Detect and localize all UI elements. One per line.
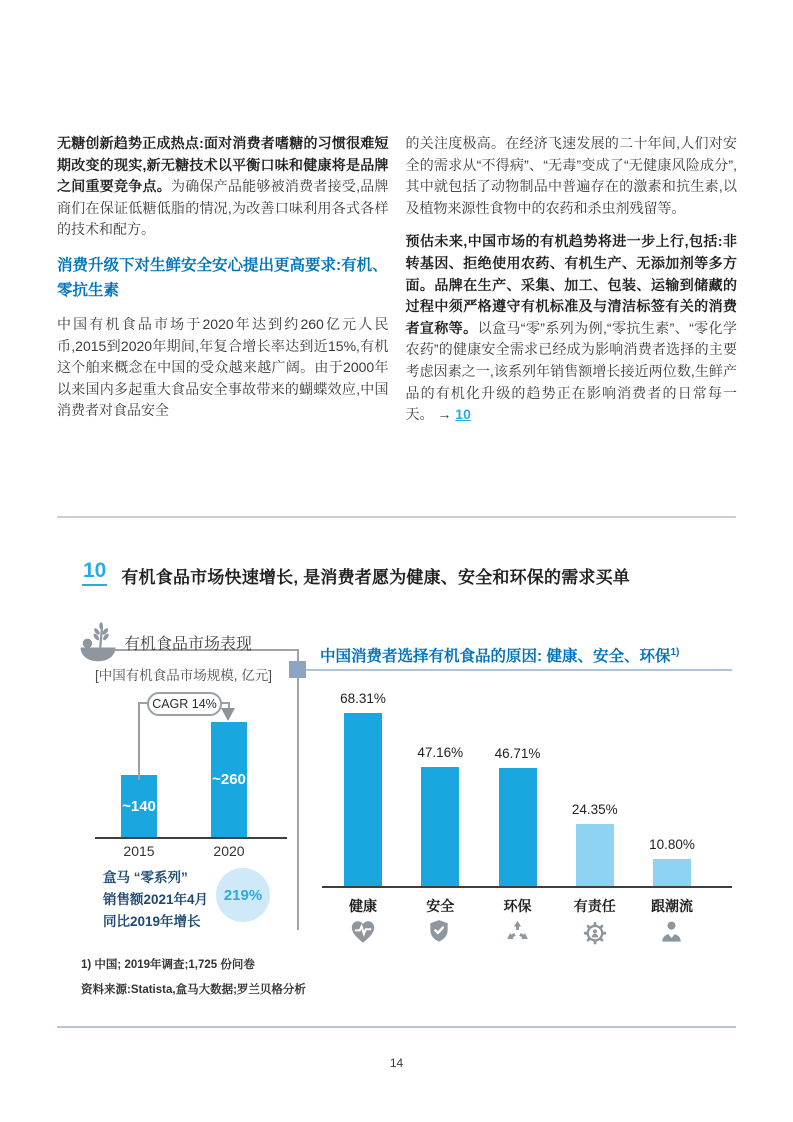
page-number: 14 [389,1056,404,1070]
axis-tick-label: 跟潮流 [651,898,693,914]
axis-tick-label: 2015 [123,843,155,859]
bar-value-label: ~140 [122,797,156,815]
reason-bar [499,768,537,886]
axis-tick-label: 2020 [213,843,245,859]
axis-tick-label: 有责任 [573,898,616,914]
article-text [57,133,737,438]
reason-bar [344,713,382,886]
wheat-bowl-icon [76,618,120,666]
axis-tick-label: 安全 [426,898,455,914]
reasons-title-underline [306,669,732,671]
axis-tick-label: 健康 [349,898,377,914]
article-column-right [406,133,738,438]
heart-pulse-icon [349,918,377,946]
reason-bar [576,824,614,886]
gear-person-icon [581,918,609,946]
section-header [82,560,630,588]
paragraph-body: 以盒马“零”系列为例,“零抗生素”、“零化学农药”的健康安全需求已经成为影响消费者选择的主要考虑因素之一,该系列年销售额增长接近两位数,生鲜产品的有机化升级的趋势正在影响消费者的日常每一天。 [405,319,737,423]
market-bar [121,775,157,837]
section-title: 有机食品市场快速增长, 是消费者愿为健康、安全和环保的需求买单 [121,568,631,587]
paragraph-safety-awareness: 的关注度极高。在经济飞速发展的二十年间,人们对安全的需求从“不得病”、“无毒”变成了“无健康风险成分”,其中就包括了动物制品中普遍存在的激素和抗生素,以及植物来源性食物中的农药和杀虫剂残留等。 [405,135,737,216]
paragraph-lead-bold: 预估未来,中国市场的有机趋势将进一步上行,包括:非转基因、拒绝使用农药、有机生产、无添加剂等多方面。品牌在生产、采集、加工、包装、运输到储藏的过程中须严格遵守有机标准及与清洁标签有关的消费者宣称等。 [405,233,737,336]
bar-value-label: 47.16% [417,745,464,760]
reason-bar [653,859,691,886]
person-icon [658,918,686,946]
axis-tick-label: 环保 [503,898,532,914]
market-chart-subtitle: [中国有机食品市场规模, 亿元] [95,668,273,683]
hema-caption-line: 销售额2021年4月 [103,892,209,907]
paragraph-body: 为确保产品能够被消费者接受,品牌商们在保证低糖低脂的情况,为改善口味利用各式各样的技术和配方。 [57,178,389,238]
reasons-plot [322,690,732,914]
bar-value-label: 46.71% [494,746,541,761]
section-number-link[interactable]: 10 [82,560,107,586]
paragraph-lead-bold: 无糖创新趋势正成热点:面对消费者嗜糖的习惯很难短期改变的现实,新无糖技术以平衡口味和健康将是品牌之间重要竞争点。 [57,135,389,195]
section-divider-top [57,516,736,518]
subsection-heading: 消费升级下对生鲜安全安心提出更高要求:有机、零抗生素 [57,256,388,299]
recycle-icon [504,918,532,946]
market-chart-title: 有机食品市场表现 [124,636,253,653]
market-bar [211,722,247,837]
arrow-down-icon [221,708,235,721]
bar-value-label: 24.35% [571,802,618,817]
connector-vertical-line [297,649,299,930]
figure-source: 资料来源:Statista,盒马大数据;罗兰贝格分析 [81,984,306,996]
hema-growth-caption [103,867,233,933]
reasons-chart-title [320,644,679,666]
paragraph-organic-market: 中国有机食品市场于2020年达到约260亿元人民币,2015到2020年期间,年复合增长率达到近15%,有机这个舶来概念在中国的受众越来越广阔。由于2000年以来国内多起重大食品安全事故带来的蝴蝶效应,中国消费者对食品安全 [57,315,389,419]
cagr-annotation: CAGR 14% [147,692,222,716]
cagr-connector-left [138,702,150,780]
bar-value-label: 68.31% [340,691,386,706]
figure-footnote: 1) 中国; 2019年调查;1,725 份问卷 [81,959,255,971]
reason-bar [421,767,459,886]
paragraph-sugar-free [57,133,389,241]
hema-caption-line: 同比2019年增长 [103,914,201,929]
article-column-left [57,133,389,438]
arrow-right-icon: → [437,406,452,423]
shield-check-icon [426,918,454,946]
connector-square [289,661,306,678]
hema-growth-badge: 219% [216,868,270,922]
hema-caption-line: 盒马 “零系列” [103,870,188,885]
bar-value-label: 10.80% [649,837,695,852]
paragraph-organic-outlook [406,231,738,425]
section-divider-bottom [57,1026,736,1028]
reasons-chart-title-text: 中国消费者选择有机食品的原因: 健康、安全、环保 [320,648,671,665]
bar-value-label: ~260 [212,771,246,788]
footnote-reference: 1) [670,646,680,658]
figure-10-link[interactable]: 10 [455,406,471,423]
